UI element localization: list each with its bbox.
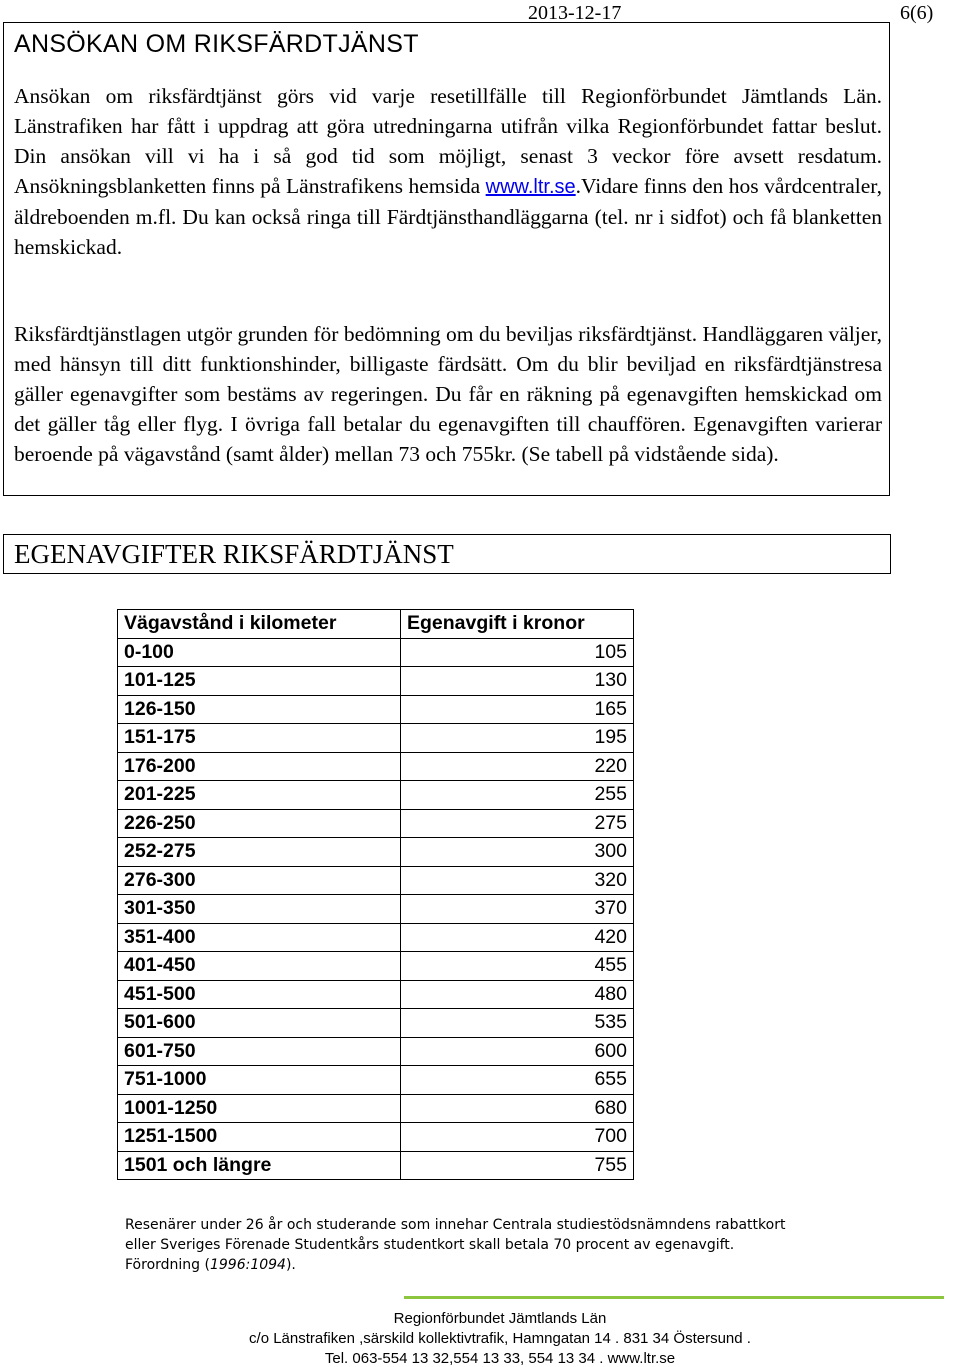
fee-cell: 255	[401, 781, 634, 810]
distance-cell: 351-400	[118, 923, 401, 952]
fees-table-header-row	[118, 610, 634, 639]
fee-cell: 105	[401, 638, 634, 667]
fee-cell: 320	[401, 866, 634, 895]
fees-table-row	[118, 952, 634, 981]
distance-cell: 0-100	[118, 638, 401, 667]
fee-cell: 420	[401, 923, 634, 952]
distance-cell: 601-750	[118, 1037, 401, 1066]
intro-title: ANSÖKAN OM RIKSFÄRDTJÄNST	[14, 30, 419, 58]
fee-column-header: Egenavgift i kronor	[401, 610, 634, 639]
intro-paragraph-1	[14, 81, 882, 262]
distance-column-header: Vägavstånd i kilometer	[118, 610, 401, 639]
fees-table-row	[118, 1151, 634, 1180]
fee-cell: 600	[401, 1037, 634, 1066]
fees-table-row	[118, 667, 634, 696]
fees-table	[117, 609, 634, 1180]
document-date: 2013-12-17	[528, 2, 622, 24]
fee-cell: 195	[401, 724, 634, 753]
regulation-reference: 1996:1094	[209, 1257, 286, 1273]
distance-cell: 226-250	[118, 809, 401, 838]
fee-cell: 535	[401, 1009, 634, 1038]
distance-cell: 151-175	[118, 724, 401, 753]
distance-cell: 751-1000	[118, 1066, 401, 1095]
fee-cell: 165	[401, 695, 634, 724]
intro-p1-text-b: .Vidare finns den hos vårdcentraler, äldreboenden m.fl. Du kan också ringa till Färdtjänsthandläggarna (tel. nr i sidfot) och få blanketten hemskickad.	[14, 174, 882, 259]
distance-cell: 126-150	[118, 695, 401, 724]
fees-table-row	[118, 781, 634, 810]
fees-table-row	[118, 724, 634, 753]
fees-table-row	[118, 809, 634, 838]
fees-table-row	[118, 980, 634, 1009]
intro-paragraph-2: Riksfärdtjänstlagen utgör grunden för bedömning om du beviljas riksfärdtjänst. Handläggaren väljer, med hänsyn till ditt funktionshinder, billigaste färdsätt. Om du blir beviljad en riksfärdtjänstresa gäller egenavgifter som bestäms av regeringen. Du får en räkning på egenavgiften hemskickad om det gäller tåg eller flyg. I övriga fall betalar du egenavgiften till chauffören. Egenavgiften varierar beroende på vägavstånd (samt ålder) mellan 73 och 755kr. (Se tabell på vidstående sida).	[14, 322, 882, 466]
fees-table-row	[118, 752, 634, 781]
distance-cell: 501-600	[118, 1009, 401, 1038]
fees-table-row	[118, 895, 634, 924]
distance-cell: 276-300	[118, 866, 401, 895]
fees-table-row	[118, 923, 634, 952]
distance-cell: 1251-1500	[118, 1123, 401, 1152]
fees-table-row	[118, 866, 634, 895]
fee-cell: 370	[401, 895, 634, 924]
fees-table-row	[118, 695, 634, 724]
note-line-3-prefix: Förordning (	[125, 1257, 210, 1273]
distance-cell: 252-275	[118, 838, 401, 867]
distance-cell: 1501 och längre	[118, 1151, 401, 1180]
fees-title: EGENAVGIFTER RIKSFÄRDTJÄNST	[14, 539, 454, 569]
footer-address: c/o Länstrafiken ,särskild kollektivtrafik, Hamngatan 14 . 831 34 Östersund .	[249, 1330, 751, 1347]
distance-cell: 176-200	[118, 752, 401, 781]
student-discount-note	[125, 1215, 785, 1275]
distance-cell: 201-225	[118, 781, 401, 810]
intro-p1-text-a: Ansökan om riksfärdtjänst görs vid varje resetillfälle till Regionförbundet Jämtlands Län. Länstrafiken har fått i uppdrag att göra utredningarna utifrån vilka Regionförbundet fattar beslut. Din ansökan vill vi ha i så god tid som möjligt, senast 3 veckor före avsett resdatum. Ansökningsblanketten finns på Länstrafikens hemsida	[14, 84, 882, 198]
fees-table-row	[118, 1066, 634, 1095]
footer-contact: Tel. 063-554 13 32,554 13 33, 554 13 34 . www.ltr.se	[324, 1350, 676, 1367]
distance-cell: 101-125	[118, 667, 401, 696]
ltr-website-link[interactable]: www.ltr.se	[485, 176, 576, 198]
fee-cell: 655	[401, 1066, 634, 1095]
fees-table-row	[118, 1037, 634, 1066]
footer-divider	[404, 1296, 944, 1299]
fee-cell: 455	[401, 952, 634, 981]
distance-cell: 301-350	[118, 895, 401, 924]
page-number: 6(6)	[900, 2, 934, 24]
fee-cell: 275	[401, 809, 634, 838]
fee-cell: 680	[401, 1094, 634, 1123]
distance-cell: 451-500	[118, 980, 401, 1009]
fees-table-row	[118, 1009, 634, 1038]
distance-cell: 1001-1250	[118, 1094, 401, 1123]
fees-table-row	[118, 1123, 634, 1152]
fee-cell: 480	[401, 980, 634, 1009]
footer-organization: Regionförbundet Jämtlands Län	[393, 1310, 607, 1327]
fees-table-row	[118, 638, 634, 667]
fee-cell: 755	[401, 1151, 634, 1180]
note-line-3-suffix: ).	[285, 1257, 296, 1273]
fees-table-row	[118, 838, 634, 867]
fees-table-row	[118, 1094, 634, 1123]
fee-cell: 220	[401, 752, 634, 781]
fee-cell: 130	[401, 667, 634, 696]
note-line-2: eller Sveriges Förenade Studentkårs studentkort skall betala 70 procent av egenavgift.	[125, 1237, 735, 1253]
note-line-1: Resenärer under 26 år och studerande som innehar Centrala studiestödsnämndens rabattkort	[125, 1217, 786, 1233]
fee-cell: 700	[401, 1123, 634, 1152]
fee-cell: 300	[401, 838, 634, 867]
distance-cell: 401-450	[118, 952, 401, 981]
